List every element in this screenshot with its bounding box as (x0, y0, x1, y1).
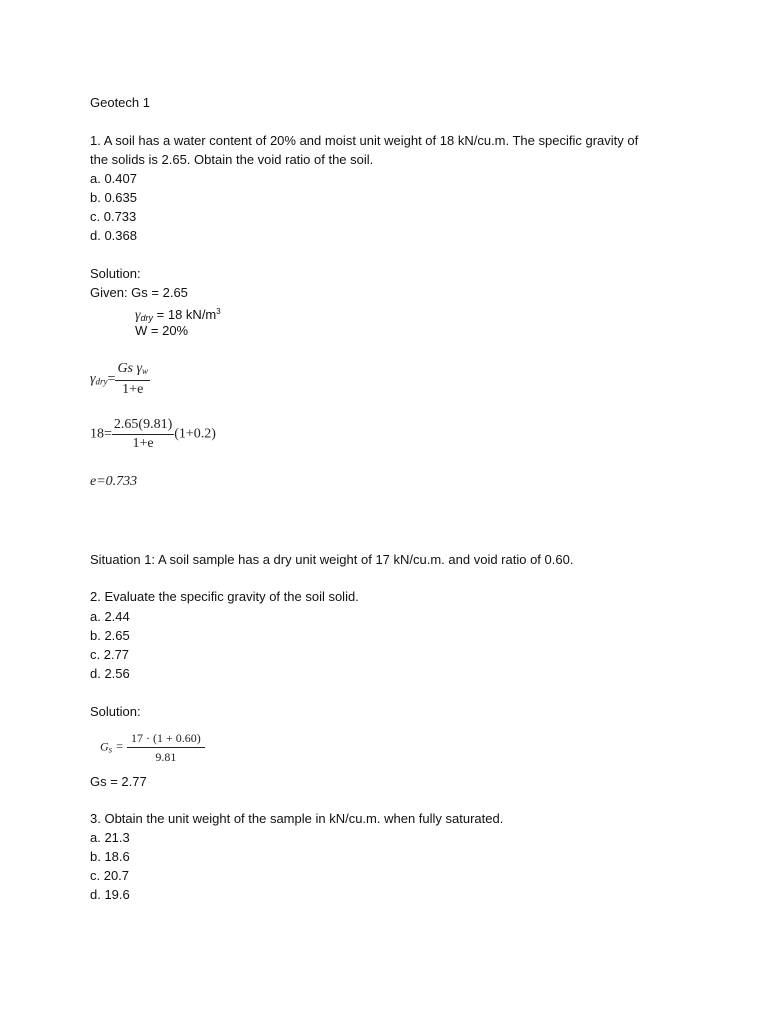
q2-choice-b: b. 2.65 (90, 628, 130, 643)
question-1-line-2: the solids is 2.65. Obtain the void ratio of the soil. (90, 152, 374, 167)
q3-choice-b: b. 18.6 (90, 849, 130, 864)
eq1-denominator: 1+e (122, 382, 144, 397)
eq2-lhs: 18= (90, 426, 112, 442)
eq1-numerator: Gs γ (117, 361, 143, 376)
eq3-fraction (127, 729, 205, 766)
solution-1-label: Solution: (90, 266, 141, 281)
q3-choice-a: a. 21.3 (90, 830, 130, 845)
q1-choice-b: b. 0.635 (90, 190, 137, 205)
question-3: 3. Obtain the unit weight of the sample in kN/cu.m. when fully saturated. (90, 811, 504, 826)
eq3-lhs: G (100, 739, 109, 754)
q2-choice-d: d. 2.56 (90, 666, 130, 681)
gamma-symbol: γ (135, 308, 141, 323)
question-2: 2. Evaluate the specific gravity of the soil solid. (90, 589, 359, 604)
document-title: Geotech 1 (90, 95, 150, 110)
given-gs: Given: Gs = 2.65 (90, 285, 188, 300)
q3-choice-d: d. 19.6 (90, 887, 130, 902)
eq1-dry-subscript: dry (95, 376, 108, 387)
eq2-tail: (1+0.2) (174, 426, 216, 442)
solution-2-label: Solution: (90, 704, 141, 719)
cube-superscript: 3 (216, 307, 221, 316)
eq1-numerator-subscript: w (142, 366, 149, 376)
eq2-numerator: 2.65(9.81) (112, 416, 174, 435)
q2-choice-a: a. 2.44 (90, 609, 130, 624)
eq2-denominator: 1+e (132, 436, 154, 451)
q1-choice-c: c. 0.733 (90, 209, 137, 224)
eq3-lhs-subscript: s (108, 744, 113, 755)
q3-choice-c: c. 20.7 (90, 868, 130, 883)
given-water-content: W = 20% (135, 323, 189, 338)
q1-choice-a: a. 0.407 (90, 171, 137, 186)
q2-choice-c: c. 2.77 (90, 647, 130, 662)
equation-specific-gravity: $G_s$ = $\frac{17 \cdot (1 + 0.60)}{9.81}$ (100, 729, 205, 766)
dry-subscript: dry (140, 313, 154, 323)
q1-choice-d: d. 0.368 (90, 228, 137, 243)
equation-dry-unit-weight: $\gamma_{dry}=$ $\frac{Gs \gamma_w}{1+e}$ (90, 361, 149, 397)
eq1-gamma: γ (90, 371, 96, 387)
equation-substituted (90, 416, 216, 453)
question-1-line-1: 1. A soil has a water content of 20% and moist unit weight of 18 kN/cu.m. The specific gravity of (90, 133, 639, 148)
void-ratio-result: e=0.733 (90, 474, 138, 489)
situation-1: Situation 1: A soil sample has a dry unit weight of 17 kN/cu.m. and void ratio of 0.60. (90, 552, 574, 567)
eq1-fraction (115, 360, 150, 399)
eq2-fraction (112, 416, 174, 453)
eq3-denominator: 9.81 (155, 750, 177, 764)
eq3-numerator: 17 · (1 + 0.60) (127, 729, 205, 748)
specific-gravity-result: Gs = 2.77 (90, 774, 147, 789)
gamma-value: = 18 kN/m (153, 307, 217, 322)
